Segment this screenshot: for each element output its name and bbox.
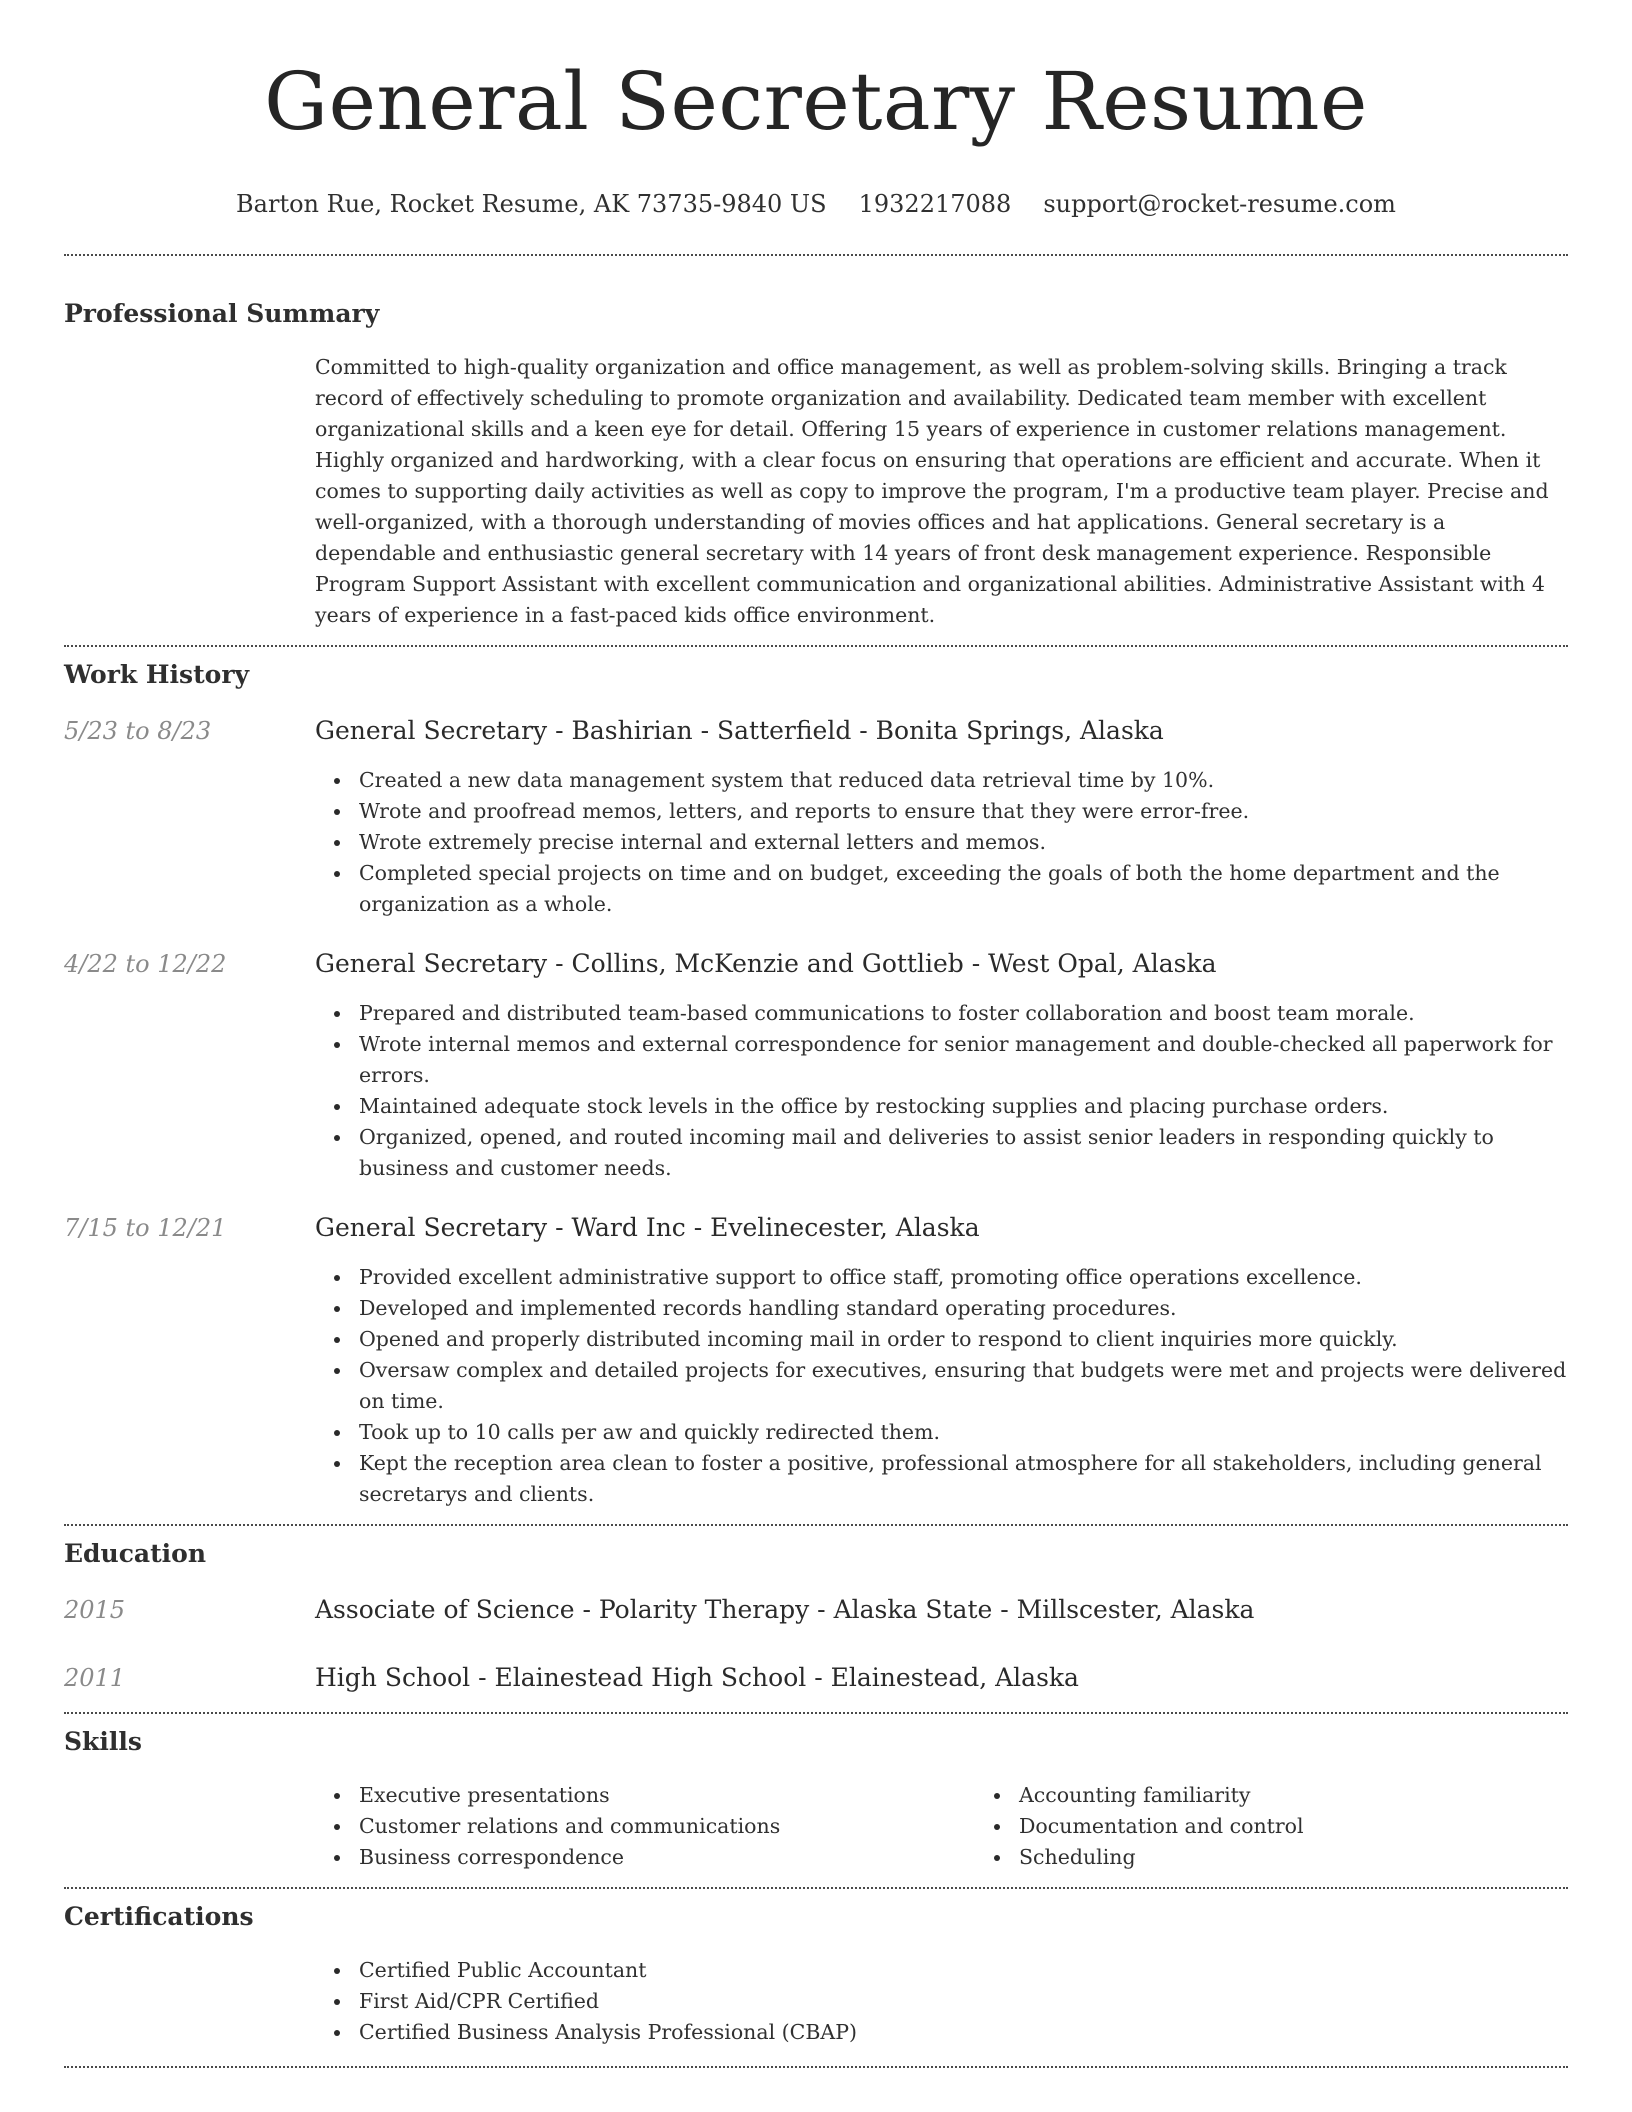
contact-phone: 1932217088: [858, 190, 1012, 218]
skill-item: Business correspondence: [359, 1842, 975, 1873]
job-bullet: Wrote extremely precise internal and external letters and memos.: [359, 827, 1568, 858]
contact-email: support@rocket-resume.com: [1043, 190, 1396, 218]
job-bullet: Organized, opened, and routed incoming mail and deliveries to assist senior leaders in responding quickly to business and customer needs.: [359, 1122, 1568, 1184]
skills-list-left: [315, 1780, 975, 1873]
certification-item: Certified Public Accountant: [359, 1955, 1568, 1986]
job-dates: 7/15 to 12/21: [64, 1214, 227, 1242]
job-entry-heading: [64, 715, 1568, 747]
resume-title: General Secretary Resume: [264, 55, 1368, 148]
education-year: 2011: [64, 1664, 126, 1692]
section-title-education: Education: [64, 1539, 207, 1568]
section-divider: [64, 2066, 1568, 2068]
skills-columns: [315, 1780, 1568, 1873]
job-bullets: [315, 998, 1568, 1184]
job-bullet: Provided excellent administrative support to office staff, promoting office operations excellence.: [359, 1262, 1568, 1293]
education-entry: [64, 1662, 1568, 1694]
job-bullet: Developed and implemented records handling standard operating procedures.: [359, 1293, 1568, 1324]
education-degree: Associate of Science - Polarity Therapy - Alaska State - Millscester, Alaska: [315, 1595, 1255, 1624]
job-bullet: Prepared and distributed team-based communications to foster collaboration and boost team morale.: [359, 998, 1568, 1029]
job-dates: 4/22 to 12/22: [64, 950, 227, 978]
skill-item: Accounting familiarity: [1019, 1780, 1632, 1811]
education-year: 2015: [64, 1596, 126, 1624]
job-bullet: Completed special projects on time and on budget, exceeding the goals of both the home department and the organization as a whole.: [359, 858, 1568, 920]
job-bullet: Took up to 10 calls per aw and quickly redirected them.: [359, 1417, 1568, 1448]
contact-line: [64, 188, 1568, 220]
contact-address: Barton Rue, Rocket Resume, AK 73735-9840 US: [236, 190, 827, 218]
job-bullet: Oversaw complex and detailed projects for executives, ensuring that budgets were met and projects were delivered on time.: [359, 1355, 1568, 1417]
job-bullet: Created a new data management system that reduced data retrieval time by 10%.: [359, 765, 1568, 796]
certifications-section: [64, 1889, 1568, 2048]
certification-item: First Aid/CPR Certified: [359, 1986, 1568, 2017]
job-entry-heading: [64, 1212, 1568, 1244]
job-bullet: Kept the reception area clean to foster a positive, professional atmosphere for all stakeholders, including general secretarys and clients.: [359, 1448, 1568, 1510]
certifications-list: [315, 1955, 1568, 2048]
job-role: General Secretary - Ward Inc - Evelinecester, Alaska: [315, 1213, 980, 1242]
job-role: General Secretary - Bashirian - Satterfield - Bonita Springs, Alaska: [315, 716, 1164, 745]
skills-list-right: [975, 1780, 1632, 1873]
job-bullet: Opened and properly distributed incoming mail in order to respond to client inquiries more quickly.: [359, 1324, 1568, 1355]
education-degree: High School - Elainestead High School - Elainestead, Alaska: [315, 1663, 1079, 1692]
section-title-certifications: Certifications: [64, 1902, 254, 1931]
work-section: [64, 647, 1568, 1510]
section-title-work: Work History: [64, 660, 250, 689]
skills-section: [64, 1714, 1568, 1873]
skill-item: Executive presentations: [359, 1780, 975, 1811]
education-entry: [64, 1594, 1568, 1626]
job-dates: 5/23 to 8/23: [64, 717, 212, 745]
certification-item: Certified Business Analysis Professional (CBAP): [359, 2017, 1568, 2048]
education-section: [64, 1526, 1568, 1694]
skill-item: Documentation and control: [1019, 1811, 1632, 1842]
job-role: General Secretary - Collins, McKenzie and Gottlieb - West Opal, Alaska: [315, 949, 1217, 978]
section-title-skills: Skills: [64, 1727, 142, 1756]
skill-item: Customer relations and communications: [359, 1811, 975, 1842]
job-bullet: Wrote internal memos and external correspondence for senior management and double-checked all paperwork for errors.: [359, 1029, 1568, 1091]
job-bullets: [315, 765, 1568, 920]
summary-section: [64, 256, 1568, 631]
summary-text: Committed to high-quality organization and office management, as well as problem-solving skills. Bringing a track record of effectively scheduling to promote organization and availability. Dedicated team member with excellent organizational skills and a keen eye for detail. Offering 15 years of experience in customer relations management. Highly organized and hardworking, with a clear focus on ensuring that operations are efficient and accurate. When it comes to supporting daily activities as well as copy to improve the program, I'm a productive team player. Precise and well-organized, with a thorough understanding of movies offices and hat applications. General secretary is a dependable and enthusiastic general secretary with 14 years of front desk management experience. Responsible Program Support Assistant with excellent communication and organizational abilities. Administrative Assistant with 4 years of experience in a fast-paced kids office environment.: [315, 355, 1549, 627]
job-bullet: Wrote and proofread memos, letters, and reports to ensure that they were error-free.: [359, 796, 1568, 827]
job-bullet: Maintained adequate stock levels in the office by restocking supplies and placing purchase orders.: [359, 1091, 1568, 1122]
job-entry-heading: [64, 948, 1568, 980]
skill-item: Scheduling: [1019, 1842, 1632, 1873]
job-bullets: [315, 1262, 1568, 1510]
section-title-summary: Professional Summary: [64, 299, 380, 328]
